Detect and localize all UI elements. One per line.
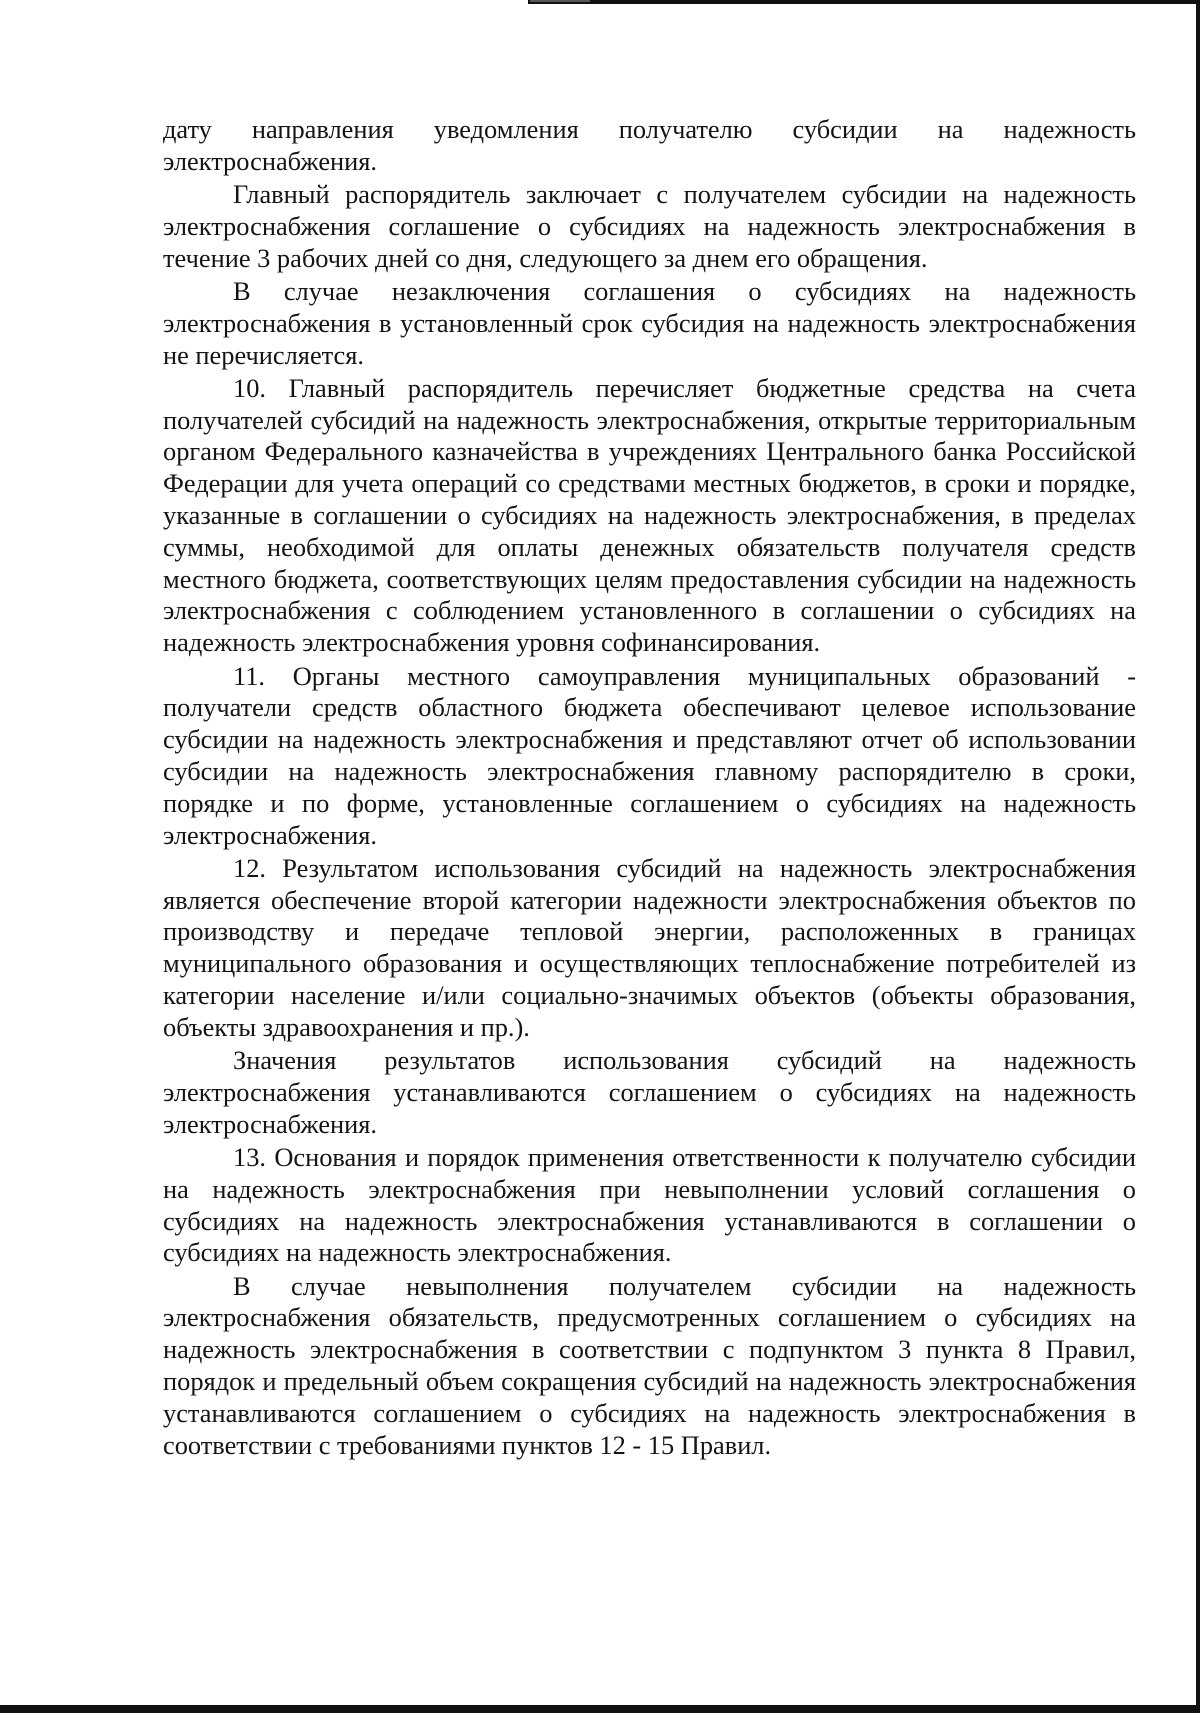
paragraph-item-11: 11. Органы местного самоуправления муниципальных образований - получатели средств областного бюджета обеспечивают целевое использование субсидии на надежность электроснабжения и представляют отчет об использовании субсидии на надежность электроснабжения главному распорядителю в сроки, порядке и по форме, установленные соглашением о субсидиях на надежность электроснабжения. [163, 660, 1136, 850]
paragraph-result-values: Значения результатов использования субсидий на надежность электроснабжения устанавливаются соглашением о субсидиях на надежность электроснабжения. [163, 1045, 1136, 1139]
paragraph-no-agreement: В случае незаключения соглашения о субсидиях на надежность электроснабжения в установленный срок субсидия на надежность электроснабжения не перечисляется. [163, 275, 1136, 370]
scan-edge-right [1196, 0, 1200, 1713]
scan-edge-top-mark [530, 0, 590, 2]
scan-edge-bottom [0, 1705, 1200, 1713]
paragraph-agreement-signing: Главный распорядитель заключает с получателем субсидии на надежность электроснабжения соглашение о субсидиях на надежность электроснабжения в течение 3 рабочих дней со дня, следующего за днем его обращения. [163, 179, 1136, 273]
paragraph-item-13: 13. Основания и порядок применения ответственности к получателю субсидии на надежность электроснабжения при невыполнении условий соглашения о субсидиях на надежность электроснабжения устанавливаются в соглашении о субсидиях на надежность электроснабжения. [163, 1142, 1136, 1268]
paragraph-continuation: дату направления уведомления получателю субсидии на надежность электроснабжения. [163, 114, 1136, 176]
document-body [163, 114, 1136, 1463]
paragraph-item-12: 12. Результатом использования субсидий на надежность электроснабжения является обеспечение второй категории надежности электроснабжения объектов по производству и передаче тепловой энергии, расположенных в границах муниципального образования и осуществляющих теплоснабжение потребителей из категории население и/или социально-значимых объектов (объекты образования, объекты здравоохранения и пр.). [163, 852, 1136, 1042]
paragraph-item-10: 10. Главный распорядитель перечисляет бюджетные средства на счета получателей субсидий на надежность электроснабжения, открытые территориальным органом Федерального казначейства в учреждениях Центрального банка Российской Федерации для учета операций со средствами местных бюджетов, в сроки и порядке, указанные в соглашении о субсидиях на надежность электроснабжения, в пределах суммы, необходимой для оплаты денежных обязательств получателя средств местного бюджета, соответствующих целям предоставления субсидии на надежность электроснабжения с соблюдением установленного в соглашении о субсидиях на надежность электроснабжения уровня софинансирования. [163, 372, 1136, 658]
paragraph-non-fulfillment: В случае невыполнения получателем субсидии на надежность электроснабжения обязательств, предусмотренных соглашением о субсидиях на надежность электроснабжения в соответствии с подпунктом 3 пункта 8 Правил, порядок и предельный объем сокращения субсидий на надежность электроснабжения устанавливаются соглашением о субсидиях на надежность электроснабжения в соответствии с требованиями пунктов 12 - 15 Правил. [163, 1270, 1136, 1460]
scan-edge-top [528, 0, 1200, 4]
